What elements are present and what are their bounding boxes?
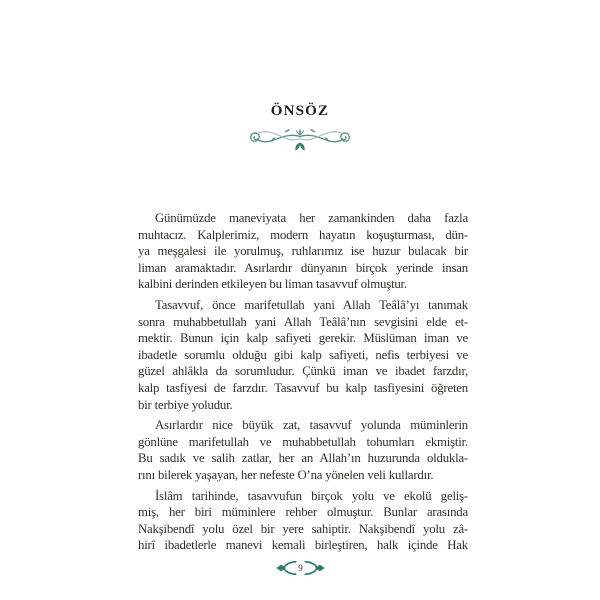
paragraph-line: mektir. Bunun için kalp safiyeti gerekir. Müslüman iman ve xyxy=(138,331,468,346)
paragraph xyxy=(138,297,468,413)
paragraph-line: sonra muhabbetullah yani Allah Teâlâ’nın sevgisini elde et- xyxy=(138,314,468,329)
paragraph-line: ibadetle sorumlu olduğu gibi kalp safiyeti, nefis terbiyesi ve xyxy=(138,347,468,362)
paragraph xyxy=(138,417,468,483)
paragraph-line: kalbini derinden etkileyen bu liman tasavvuf olmuştur. xyxy=(138,277,407,292)
paragraph-line: liman aramaktadır. Asırlardır dünyanın birçok yerinde insan xyxy=(138,260,468,275)
page-footer xyxy=(0,558,600,578)
paragraph-line: Asırlardır nice büyük zat, tasavvuf yolunda müminlerin xyxy=(155,418,468,433)
paragraph-line: Tasavvuf, önce marifetullah yani Allah Teâlâ’yı tanımak xyxy=(155,297,468,312)
paragraph xyxy=(138,488,468,554)
paragraph-line: muhtacız. Kalplerimiz, modern hayatın koşuşturması, dün- xyxy=(138,227,468,242)
page-number: 9 xyxy=(297,563,303,574)
paragraph-line: Günümüzde maneviyata her zamankinden daha fazla xyxy=(155,211,468,225)
paragraph-line: hirî ibadetlerle manevi kemali birleştiren, halk içinde Hak xyxy=(138,538,468,553)
paragraph-line: Nakşibendî yolu özel bir yere sahiptir. Nakşibendî yolu zâ- xyxy=(138,521,468,536)
paragraph-line: gönlüne marifetullah ve muhabbetullah tohumları ekmiştir. xyxy=(138,434,468,449)
paragraph xyxy=(138,210,468,293)
body-text xyxy=(138,210,468,554)
paragraph-line: ya meşgalesi ile yorulmuş, ruhlarımız ise huzur bulacak bir xyxy=(138,244,468,259)
paragraph-line: İslâm tarihinde, tasavvufun birçok yolu ve ekolü geliş- xyxy=(155,488,468,503)
page-number-flourish-icon xyxy=(228,558,373,578)
floral-flourish-icon xyxy=(250,126,350,159)
page-title: ÖNSÖZ xyxy=(270,103,330,119)
paragraph-line: bir terbiye yoludur. xyxy=(138,397,233,412)
paragraph-line: kalp tasfiyesi de farzdır. Tasavvuf bu kalp tasfiyesini öğreten xyxy=(138,380,468,395)
paragraph-line: rını bilerek yaşayan, her nefeste O’na yönelen veli kullardır. xyxy=(138,467,434,482)
paragraph-line: miş, her biri müminlere rehber olmuştur. Bunlar arasında xyxy=(138,505,468,520)
paragraph-line: Bu sadık ve salih zatlar, her an Allah’ın huzurunda oldukla- xyxy=(138,451,468,466)
paragraph-line: güzel ahlâkla da sorumludur. Çünkü iman ve ibadet farzdır, xyxy=(138,364,468,379)
